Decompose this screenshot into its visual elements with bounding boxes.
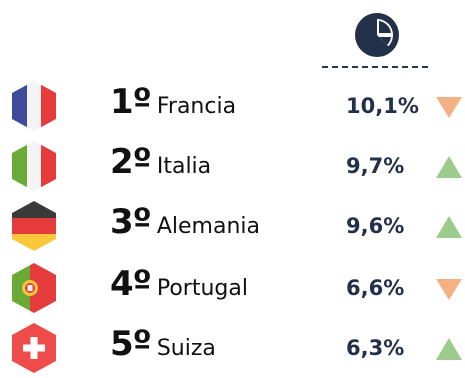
country-name: Italia: [156, 154, 212, 179]
france-flag-icon: [10, 80, 58, 132]
germany-flag-icon: [10, 200, 58, 252]
rank-number: 3º: [110, 202, 151, 242]
trend-down-icon: [434, 92, 464, 122]
rank-number: 2º: [110, 142, 151, 182]
percentage-value: 9,7%: [346, 154, 405, 178]
switzerland-flag-icon: [10, 322, 58, 374]
trend-down-icon: [434, 274, 464, 304]
country-name: Francia: [156, 94, 237, 119]
country-name: Alemania: [156, 214, 260, 239]
percentage-value: 10,1%: [346, 94, 419, 118]
trend-up-icon: [434, 152, 464, 182]
country-name: Suiza: [156, 336, 216, 361]
ranking-row: [0, 140, 465, 194]
rank-number: 1º: [110, 82, 151, 122]
italy-flag-icon: [10, 140, 58, 192]
trend-up-icon: [434, 334, 464, 364]
percentage-value: 6,6%: [346, 276, 405, 300]
percentage-value: 6,3%: [346, 336, 405, 360]
percentage-value: 9,6%: [346, 214, 405, 238]
ranking-row: [0, 262, 465, 316]
header-divider: [322, 66, 428, 68]
rank-number: 5º: [110, 324, 151, 364]
trend-up-icon: [434, 212, 464, 242]
portugal-flag-icon: [10, 262, 58, 314]
rank-number: 4º: [110, 264, 151, 304]
pie-chart-icon: [354, 12, 400, 58]
country-name: Portugal: [156, 276, 248, 301]
ranking-row: [0, 200, 465, 254]
ranking-row: [0, 80, 465, 134]
